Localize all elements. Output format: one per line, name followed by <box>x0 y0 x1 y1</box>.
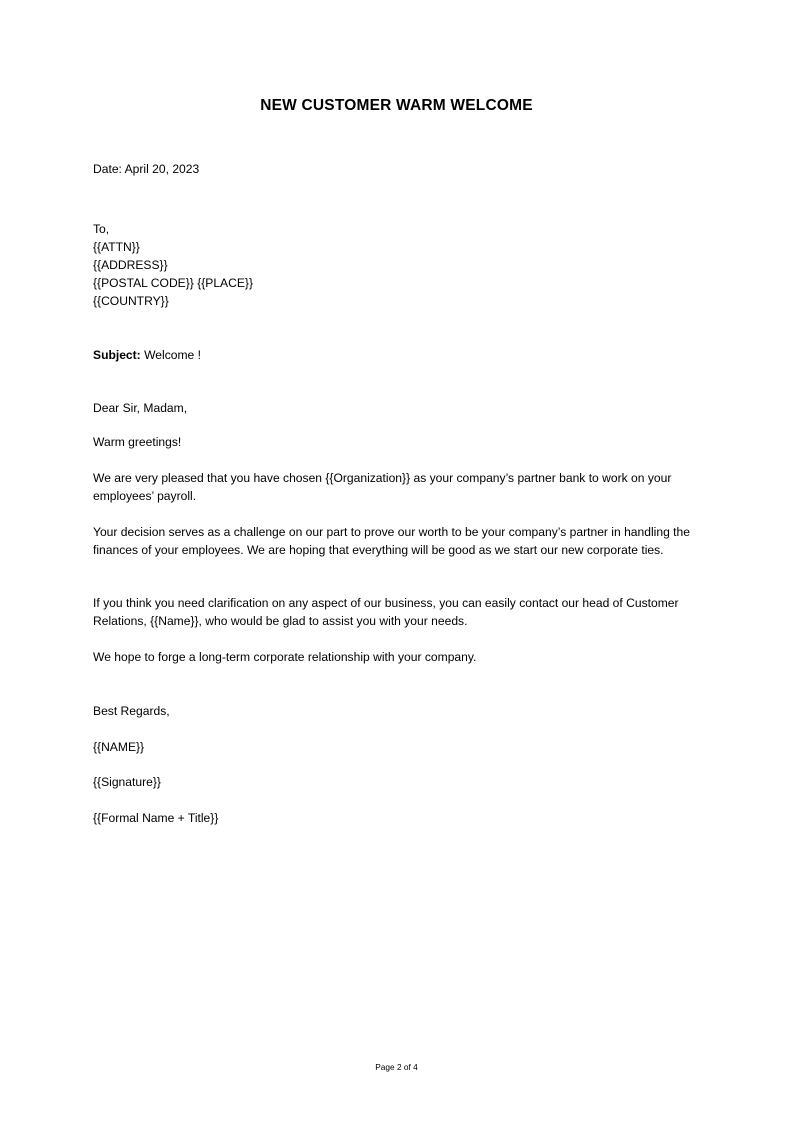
paragraph-3: If you think you need clarification on any aspect of our business, you can easily contact our head of Customer Relations, {{Name}}, who would be glad to assist you with your needs. <box>93 596 679 629</box>
date-line: Date: April 20, 2023 <box>93 162 200 176</box>
salutation: Dear Sir, Madam, <box>93 401 188 415</box>
recipient-address: {{ADDRESS}} <box>93 258 168 272</box>
paragraph-2: Your decision serves as a challenge on our part to prove our worth to be your company’s partner in handling the finances of your employees. We are hoping that everything will be good as we start our new corporate ties. <box>93 525 690 558</box>
closing-regards: Best Regards, <box>93 704 170 718</box>
subject-label: Subject: <box>93 348 141 362</box>
closing-name: {{NAME}} <box>93 740 145 754</box>
closing-formal-name-title: {{Formal Name + Title}} <box>93 811 219 825</box>
recipient-country: {{COUNTRY}} <box>93 294 169 308</box>
subject-value: Welcome ! <box>144 348 201 362</box>
closing-signature: {{Signature}} <box>93 775 161 789</box>
paragraph-1: We are very pleased that you have chosen {{Organization}} as your company’s partner bank to work on your employees’ payroll. <box>93 471 672 504</box>
page-footer: Page 2 of 4 <box>375 1062 418 1072</box>
greeting: Warm greetings! <box>93 435 182 449</box>
recipient-to-label: To, <box>93 222 110 236</box>
recipient-attn: {{ATTN}} <box>93 240 140 254</box>
page-title: NEW CUSTOMER WARM WELCOME <box>260 97 533 114</box>
subject-line <box>93 346 201 364</box>
recipient-postal-place: {{POSTAL CODE}} {{PLACE}} <box>93 276 254 290</box>
paragraph-4: We hope to forge a long-term corporate relationship with your company. <box>93 650 477 664</box>
